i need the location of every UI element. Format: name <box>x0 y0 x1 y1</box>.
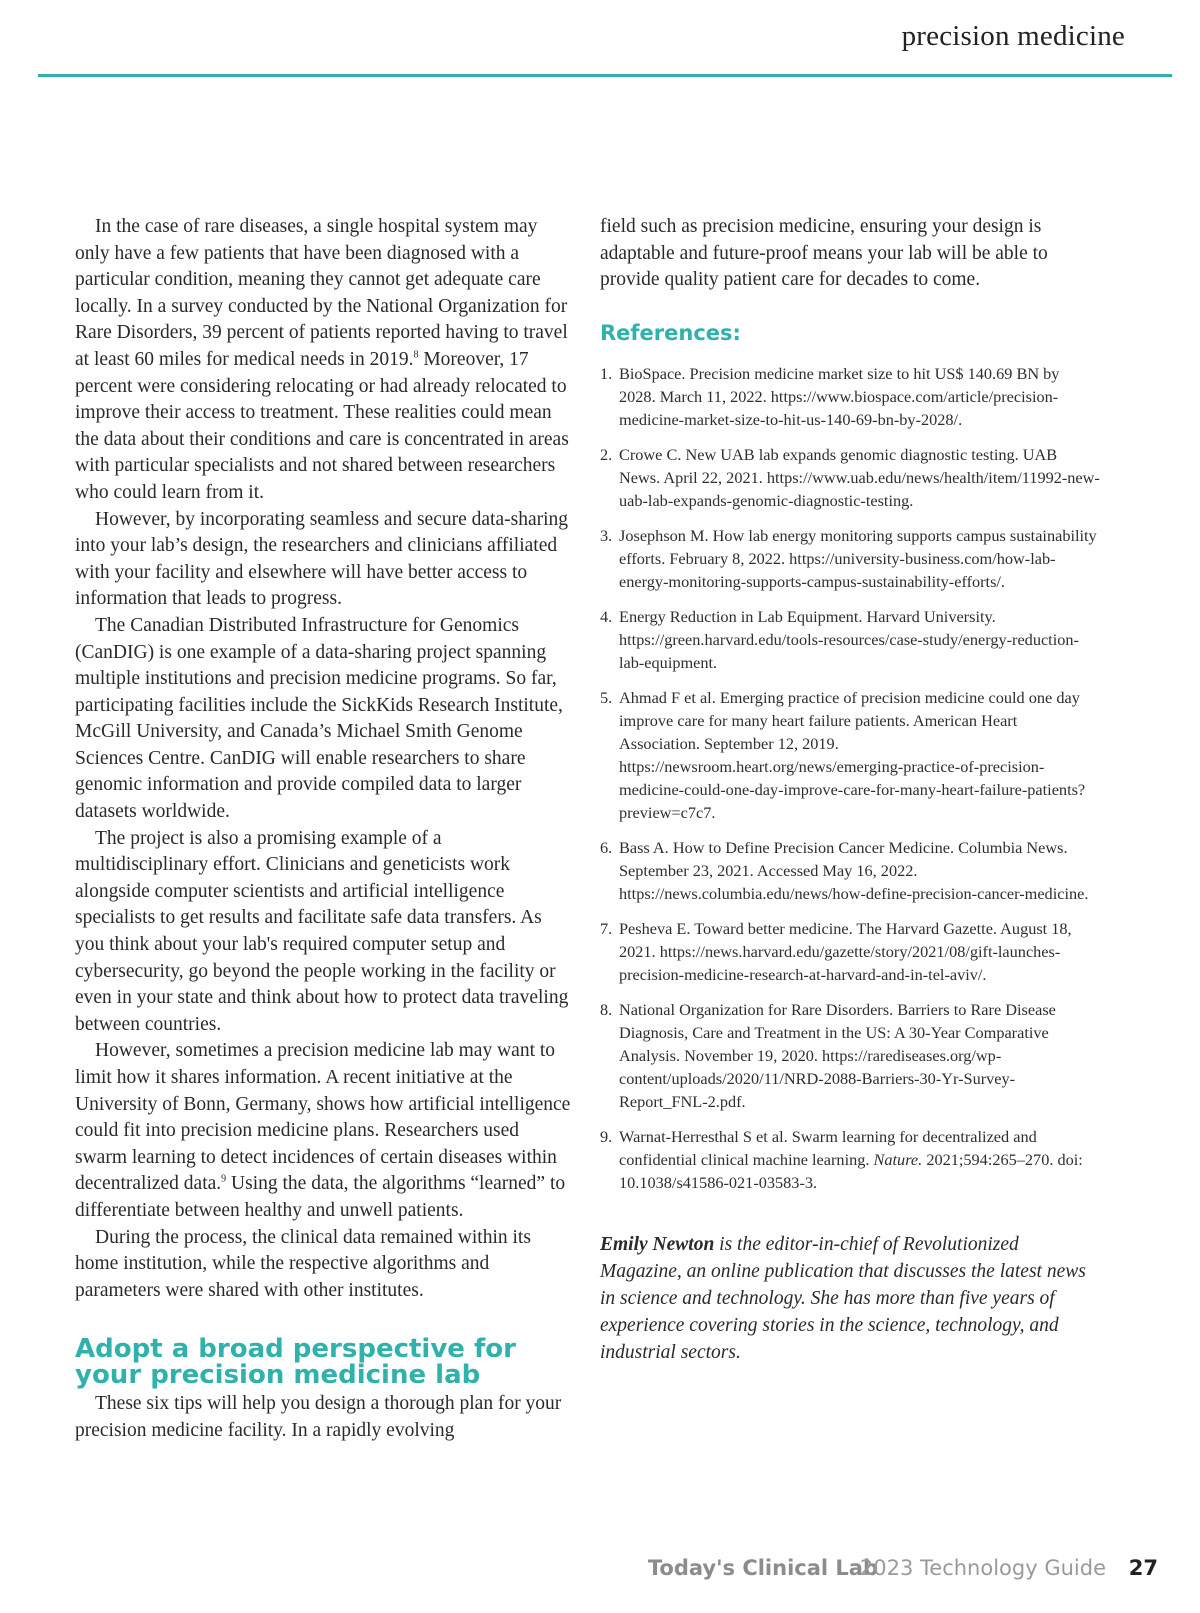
reference-item <box>600 605 1100 674</box>
guide-title: 2023 Technology Guide <box>859 1556 1106 1580</box>
reference-item <box>600 362 1100 431</box>
paragraph-text-after: Moreover, 17 percent were considering relocating or had already relocated to improve their access to treatment. These realities could mean the data about their conditions and care is concentrated in areas with particular specialists and not shared between researchers who could learn from it. <box>75 348 569 503</box>
author-bio <box>600 1231 1100 1366</box>
right-column <box>600 214 1100 1385</box>
paragraph-swarm-learning <box>75 1038 575 1224</box>
page-number: 27 <box>1128 1556 1158 1580</box>
reference-text: Bass A. How to Define Precision Cancer Medicine. Columbia News. September 23, 2021. Accessed May 16, 2022. https://news.columbia.edu/news/how-define-precision-cancer-medicine. <box>619 837 1089 903</box>
reference-number: 4. <box>600 606 613 626</box>
left-column <box>75 214 575 1445</box>
subheading-broad-perspective: Adopt a broad perspective for your precision medicine lab <box>75 1334 516 1391</box>
bio-text: is the editor-in-chief of Revolutionized Magazine, an online publication that discusses the latest news in science and technology. She has more than five years of experience covering stories in the science, technology, and industrial sectors. <box>600 1233 1086 1363</box>
paragraph-continuation: field such as precision medicine, ensuring your design is adaptable and future-proof means your lab will be able to provide quality patient care for decades to come. <box>600 216 1048 291</box>
paragraph-clinical-data: During the process, the clinical data remained within its home institution, while the respective algorithms and parameters were shared with other institutes. <box>75 1226 531 1301</box>
paragraph-data-sharing: However, by incorporating seamless and secure data-sharing into your lab’s design, the researchers and clinicians affiliated with your facility and elsewhere will have better access to information that leads to progress. <box>75 508 569 610</box>
reference-list <box>600 362 1100 1194</box>
magazine-name: Today's Clinical Lab <box>647 1556 878 1580</box>
paragraph-rare-diseases <box>75 214 575 507</box>
reference-number: 6. <box>600 837 613 857</box>
reference-text: National Organization for Rare Disorders. Barriers to Rare Disease Diagnosis, Care and Treatment in the US: A 30-Year Comparative Analysis. November 19, 2020. https://rarediseases.org/wp-content/uploads/2020/11/NRD-2088-Barriers-30-Yr-Survey-Report_FNL-2.pdf. <box>619 999 1056 1111</box>
reference-item <box>600 917 1100 986</box>
reference-item <box>600 443 1100 512</box>
reference-item <box>600 998 1100 1113</box>
author-name: Emily Newton <box>600 1233 715 1255</box>
reference-number: 2. <box>600 444 613 464</box>
reference-number: 8. <box>600 999 613 1019</box>
reference-number: 9. <box>600 1126 613 1146</box>
reference-item <box>600 524 1100 593</box>
paragraph-multidisciplinary: The project is also a promising example of a multidisciplinary effort. Clinicians and geneticists work alongside computer scientists and artificial intelligence specialists to get results and facilitate safe data transfers. As you think about your lab's required computer setup and cybersecurity, go beyond the people working in the facility or even in your state and think about how to protect data traveling between countries. <box>75 827 569 1035</box>
reference-number: 5. <box>600 687 613 707</box>
footnote-ref: 8 <box>413 349 419 361</box>
paragraph-text: However, sometimes a precision medicine lab may want to limit how it shares information. A recent initiative at the University of Bonn, Germany, shows how artificial intelligence could fit into precision medicine plans. Researchers used swarm learning to detect incidences of certain diseases within decentralized data. <box>75 1040 571 1195</box>
header-rule <box>38 74 1172 77</box>
reference-text: Josephson M. How lab energy monitoring supports campus sustainability efforts. February 8, 2022. https://university-business.com/how-lab-energy-monitoring-supports-campus-sustainability-efforts/. <box>619 525 1097 591</box>
reference-number: 3. <box>600 525 613 545</box>
reference-text: BioSpace. Precision medicine market size to hit US$ 140.69 BN by 2028. March 11, 2022. https://www.biospace.com/article/precision-medicine-market-size-to-hit-us-140-69-bn-by-2028/. <box>619 363 1060 429</box>
journal-name: Nature. <box>873 1149 923 1169</box>
section-title: precision medicine <box>901 20 1125 52</box>
page-footer <box>0 1556 1200 1586</box>
reference-text: Pesheva E. Toward better medicine. The Harvard Gazette. August 18, 2021. https://news.harvard.edu/gazette/story/2021/08/gift-launches-precision-medicine-research-at-harvard-and-in-tel-aviv/. <box>619 918 1072 984</box>
reference-text: Energy Reduction in Lab Equipment. Harvard University. https://green.harvard.edu/tools-resources/case-study/energy-reduction-lab-equipment. <box>619 606 1079 672</box>
reference-item <box>600 686 1100 824</box>
reference-item <box>600 1125 1100 1194</box>
paragraph-text-after: Using the data, the algorithms “learned” to differentiate between healthy and unwell patients. <box>75 1173 566 1221</box>
reference-text: Warnat-Herresthal S et al. Swarm learning for decentralized and confidential clinical machine learning. <box>619 1126 1037 1169</box>
reference-text: Ahmad F et al. Emerging practice of precision medicine could one day improve care for many heart failure patients. American Heart Association. September 12, 2019. https://newsroom.heart.org/news/emerging-practice-of-precision-medicine-could-one-day-improve-care-for-many-heart-failure-patients?preview=c7c7. <box>619 687 1086 822</box>
reference-text: Crowe C. New UAB lab expands genomic diagnostic testing. UAB News. April 22, 2021. https://www.uab.edu/news/health/item/11992-new-uab-lab-expands-genomic-diagnostic-testing. <box>619 444 1100 510</box>
reference-number: 7. <box>600 918 613 938</box>
paragraph-text: In the case of rare diseases, a single hospital system may only have a few patients that have been diagnosed with a particular condition, meaning they cannot get adequate care locally. In a survey conducted by the National Organization for Rare Disorders, 39 percent of patients reported having to travel at least 60 miles for medical needs in 2019. <box>75 216 568 370</box>
reference-text-after: 2021;594:265–270. doi: 10.1038/s41586-021-03583-3. <box>619 1149 1083 1192</box>
footnote-ref: 9 <box>221 1173 227 1185</box>
reference-number: 1. <box>600 363 613 383</box>
references-heading: References: <box>600 320 741 345</box>
reference-item <box>600 836 1100 905</box>
paragraph-six-tips: These six tips will help you design a thorough plan for your precision medicine facility. In a rapidly evolving <box>75 1393 562 1441</box>
paragraph-candig: The Canadian Distributed Infrastructure for Genomics (CanDIG) is one example of a data-sharing project spanning multiple institutions and precision medicine programs. So far, participating facilities include the SickKids Research Institute, McGill University, and Canada’s Michael Smith Genome Sciences Centre. CanDIG will enable researchers to share genomic information and provide compiled data to larger datasets worldwide. <box>75 614 563 823</box>
